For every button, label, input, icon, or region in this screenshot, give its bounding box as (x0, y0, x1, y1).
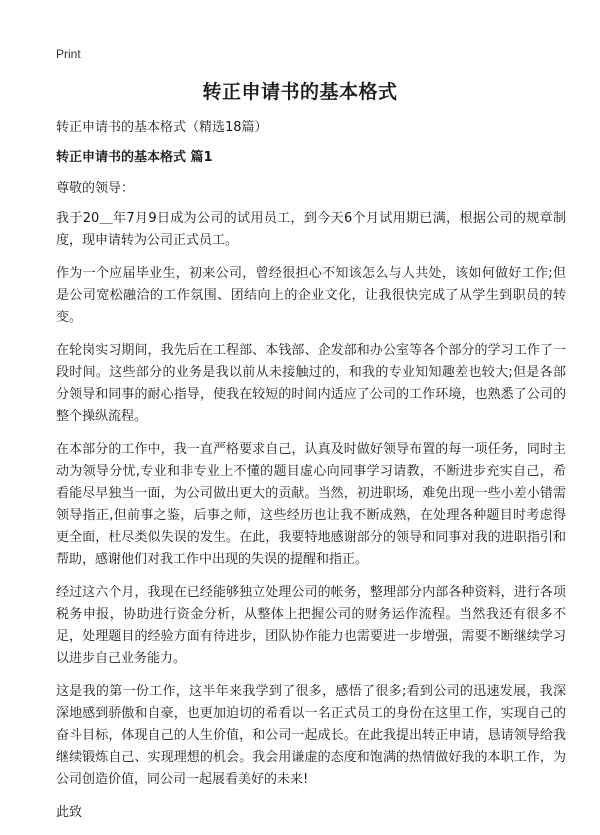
paragraph: 我于20＿年7月9日成为公司的试用员工，到今天6个月试用期已满，根据公司的规章制度，现申请转为公司正式员工。 (56, 211, 566, 248)
document-title: 转正申请书的基本格式 (202, 81, 398, 103)
section-heading: 转正申请书的基本格式 篇1 (56, 150, 213, 165)
paragraph: 这是我的第一份工作，这半年来我学到了很多，感悟了很多;看到公司的迅速发展，我深深地感到骄傲和自豪，也更加迫切的希看以一名正式员工的身份在这里工作，实现自己的奋斗目标，体现自己的人生价值，和公司一起成长。在此我提出转正申请，恳请领导给我继续锻炼自己、实现理想的机会。我会用谦虚的态度和饱满的热情做好我的本职工作，为公司创造价值，同公司一起展看美好的未来! (56, 684, 566, 787)
salutation: 尊敬的领导： (56, 181, 135, 196)
document-subtitle: 转正申请书的基本格式（精选18篇） (56, 120, 268, 135)
paragraph: 在轮岗实习期间，我先后在工程部、本钱部、企发部和办公室等各个部分的学习工作了一段时间。这些部分的业务是我以前从未接触过的，和我的专业知知趣差也较大;但是各部分领导和同事的耐心指导，使我在较短的时间内适应了公司的工作环境，也熟悉了公司的整个操纵流程。 (56, 343, 566, 424)
print-link[interactable]: Print (56, 47, 81, 61)
closing: 此致 (56, 805, 83, 820)
paragraph: 在本部分的工作中，我一直严格要求自己，认真及时做好领导布置的每一项任务，同时主动为领导分忧,专业和非专业上不懂的题目虚心向同事学习请教，不断进步充实自己，希看能尽早独当一面，为公司做出更大的贡献。当然，初进职场，难免出现一些小差小错需领导指正,但前事之鉴，后事之师，这些经历也让我不断成熟，在处理各种题目时考虑得更全面，杜尽类似失误的发生。在此，我要特地感谢部分的领导和同事对我的进职指引和帮助，感谢他们对我工作中出现的失误的提醒和指正。 (56, 442, 566, 567)
paragraph: 作为一个应届毕业生，初来公司，曾经很担心不知该怎么与人共处，该如何做好工作;但是公司宽松融洽的工作氛围、团结向上的企业文化，让我很快完成了从学生到职员的转变。 (56, 266, 566, 325)
paragraph: 经过这六个月，我现在已经能够独立处理公司的帐务，整理部分内部各种资料，进行各项税务申报，协助进行资金分析，从整体上把握公司的财务运作流程。当然我还有很多不足，处理题目的经验方面有待进步，团队协作能力也需要进一步增强，需要不断继续学习以进步自己业务能力。 (56, 585, 566, 666)
letter-body (56, 178, 566, 835)
